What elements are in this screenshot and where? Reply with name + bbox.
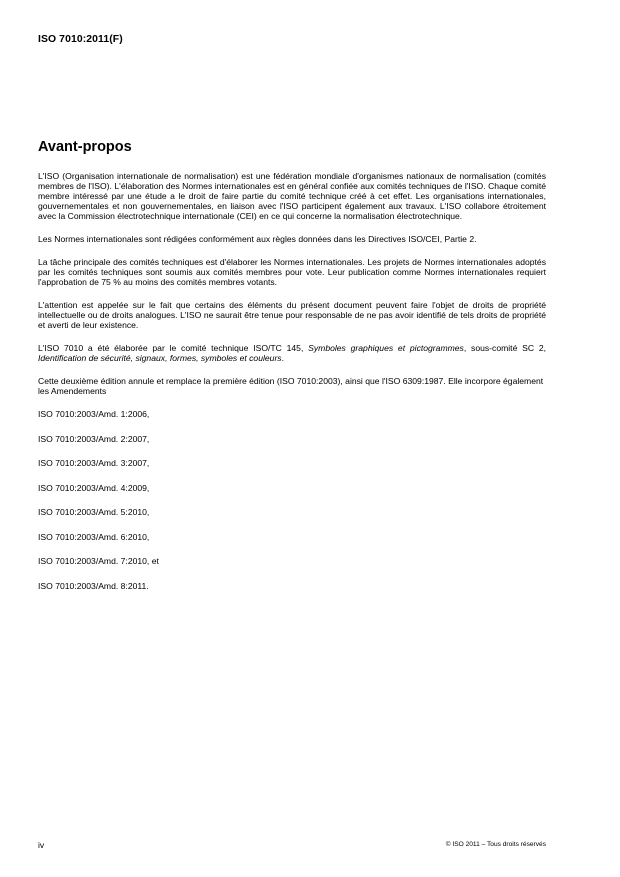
paragraph-main-task: La tâche principale des comités techniques est d'élaborer les Normes internationales. Les projets de Normes internationales adoptés par les comités techniques sont soumis aux comités membres pour vote. Leur publication comme Normes internationales requiert l'approbation de 75 % au moins des comités membres votants. — [38, 257, 546, 287]
committee-name: Symboles graphiques et pictogrammes — [308, 343, 464, 353]
committee-text-a: L'ISO 7010 a été élaborée par le comité technique ISO/TC 145, — [38, 343, 309, 353]
copyright-notice: © ISO 2011 – Tous droits réservés — [445, 841, 546, 848]
page-number: iv — [38, 840, 45, 850]
amendment-item: ISO 7010:2003/Amd. 2:2007, — [38, 433, 150, 444]
amendment-item: ISO 7010:2003/Amd. 8:2011. — [38, 580, 149, 591]
amendment-item: ISO 7010:2003/Amd. 5:2010, — [38, 507, 150, 517]
subcommittee-name: Identification de sécurité, signaux, formes, symboles et couleurs — [38, 353, 282, 363]
paragraph-iso-intro: L'ISO (Organisation internationale de normalisation) est une fédération mondiale d'organismes nationaux de normalisation (comités membres de l'ISO). L'élaboration des Normes internationales est en général confiée aux comités techniques de l'ISO. Chaque comité membre intéressé par une étude a le droit de faire partie du comité technique créé à cet effet. Les organisations internationales, gouvernementales et non gouvernementales, en liaison avec l'ISO participent également aux travaux. L'ISO collabore étroitement avec la Commission électrotechnique internationale (CEI) en ce qui concerne la normalisation électrotechnique. — [38, 171, 546, 221]
amendment-item: ISO 7010:2003/Amd. 1:2006, — [38, 409, 150, 419]
amendment-item: ISO 7010:2003/Amd. 3:2007, — [38, 458, 150, 468]
section-title: Avant-propos — [38, 139, 132, 155]
paragraph-committee — [38, 343, 546, 363]
amendment-item: ISO 7010:2003/Amd. 6:2010, — [38, 531, 150, 542]
paragraph-directives: Les Normes internationales sont rédigées conformément aux règles données dans les Directives ISO/CEI, Partie 2. — [38, 234, 477, 244]
paragraph-patent-notice: L'attention est appelée sur le fait que certains des éléments du présent document peuvent faire l'objet de droits de propriété intellectuelle ou de droits analogues. L'ISO ne saurait être tenue pour responsable de ne pas avoir identifié de tels droits de propriété et averti de leur existence. — [38, 300, 546, 330]
foreword-body — [38, 171, 546, 605]
committee-text-c: , sous-comité SC 2, — [463, 343, 547, 353]
amendment-item: ISO 7010:2003/Amd. 7:2010, et — [38, 556, 159, 566]
committee-text-e: . — [281, 353, 284, 363]
amendment-item: ISO 7010:2003/Amd. 4:2009, — [38, 482, 150, 493]
paragraph-edition: Cette deuxième édition annule et remplace la première édition (ISO 7010:2003), ainsi que l'ISO 6309:1987. Elle incorpore également les Amendements — [38, 376, 544, 396]
document-id-header: ISO 7010:2011(F) — [38, 34, 123, 45]
